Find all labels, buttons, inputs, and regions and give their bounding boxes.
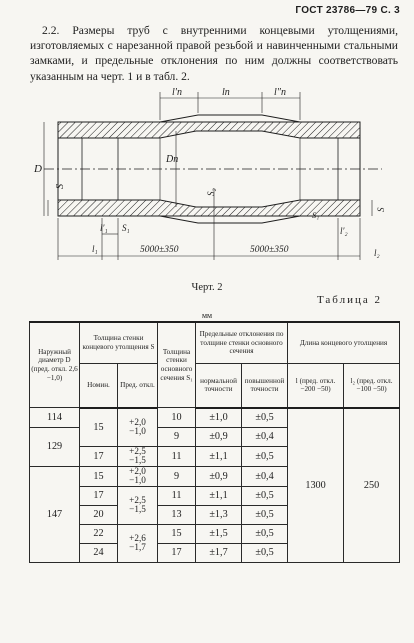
th-tolerance: Пред. откл.	[118, 364, 158, 408]
cell-s-nom: 15	[80, 466, 118, 486]
cell-s1: 9	[158, 427, 196, 446]
th-l2: l₂ (пред. откл. −100 −50)	[344, 364, 400, 408]
cell-s-tol: +2,0 −1,0	[118, 408, 158, 447]
cell-s1: 13	[158, 505, 196, 524]
th-nominal: Номин.	[80, 364, 118, 408]
cell-increased: ±0,5	[242, 543, 288, 562]
cell-s-nom: 22	[80, 524, 118, 543]
th-normal: нормальной точности	[196, 364, 242, 408]
cell-normal: ±1,0	[196, 408, 242, 428]
label-S-left: S	[55, 184, 66, 189]
cell-normal: ±1,1	[196, 446, 242, 466]
cell-normal: ±1,3	[196, 505, 242, 524]
figure-caption: Черт. 2	[191, 282, 223, 293]
cell-diameter: 114	[30, 408, 80, 428]
label-l-prime1: l′₁	[100, 223, 108, 233]
table-row	[30, 408, 400, 428]
th-l: l (пред. откл. −200 −50)	[288, 364, 344, 408]
cell-increased: ±0,5	[242, 446, 288, 466]
label-l-n: lп	[222, 87, 230, 98]
label-S-right: S	[376, 207, 386, 212]
dimensions-table	[29, 321, 400, 563]
label-S2: S₂	[206, 188, 216, 196]
th-wall-thickness: Толщина стенки концевого утолщения S	[80, 322, 158, 364]
cell-s-nom: 17	[80, 486, 118, 505]
cell-s1: 17	[158, 543, 196, 562]
cell-end-length-l2: 250	[344, 408, 400, 563]
cell-s-nom: 24	[80, 543, 118, 562]
cell-s-tol: +2,5 −1,5	[118, 446, 158, 466]
th-base-wall: Толщина стенки основного сечения S₁	[158, 322, 196, 408]
top-upset	[160, 115, 300, 122]
cell-normal: ±1,1	[196, 486, 242, 505]
th-increased: повышенной точности	[242, 364, 288, 408]
label-D: D	[34, 163, 42, 175]
cell-s-nom: 15	[80, 408, 118, 447]
table-title: Таблица 2	[316, 294, 382, 306]
header-row-1	[30, 322, 400, 364]
cell-normal: ±0,9	[196, 466, 242, 486]
label-S1-right: S₁	[312, 210, 320, 220]
label-length-left: 5000±350	[140, 245, 179, 255]
label-l1: l₁	[92, 244, 98, 254]
th-limit-deviations: Предельные отклонения по толщине стенки основного сечения	[196, 322, 288, 364]
cell-s1: 11	[158, 446, 196, 466]
cell-diameter: 147	[30, 466, 80, 562]
header-row-2	[30, 364, 400, 408]
cell-normal: ±1,5	[196, 524, 242, 543]
cell-s-tol: +2,6 −1,7	[118, 524, 158, 562]
label-l-prime-n-left: l′п	[172, 87, 182, 98]
cell-s-tol: +2,5 −1,5	[118, 486, 158, 524]
intro-paragraph	[30, 23, 398, 84]
units-label: мм	[201, 311, 213, 320]
cell-increased: ±0,5	[242, 524, 288, 543]
cell-s-tol: +2,0 −1,0	[118, 466, 158, 486]
cell-diameter: 129	[30, 427, 80, 466]
cell-s1: 10	[158, 408, 196, 428]
cell-s1: 11	[158, 486, 196, 505]
bottom-upset	[160, 216, 300, 223]
standard-header: ГОСТ 23786—79 С. 3	[295, 5, 400, 16]
cell-increased: ±0,5	[242, 505, 288, 524]
th-outer-diameter: Наружный диаметр D (пред. откл. 2,6 −1,0)	[30, 322, 80, 408]
intro-text: 2.2. Размеры труб с внутренними концевыми утолщениями, изготовляемых с нарезанной правой резьбой и навинченными стальными замками, и предельные отклонения по ним должны соответствовать указанным на черт. 1 и в табл. 2.	[30, 24, 398, 83]
cell-increased: ±0,5	[242, 408, 288, 428]
label-l-prime-n-right: l″п	[274, 87, 286, 98]
cell-increased: ±0,5	[242, 486, 288, 505]
cell-increased: ±0,4	[242, 427, 288, 446]
label-l2: l₂	[374, 248, 380, 258]
cell-increased: ±0,4	[242, 466, 288, 486]
label-l-prime2: l′₂	[340, 226, 348, 236]
cell-normal: ±0,9	[196, 427, 242, 446]
label-S1-left: S₁	[122, 223, 130, 233]
cell-s1: 15	[158, 524, 196, 543]
label-length-right: 5000±350	[250, 245, 289, 255]
top-wall	[58, 122, 360, 138]
th-end-length: Длина концевого утолщения	[288, 322, 400, 364]
cell-s-nom: 20	[80, 505, 118, 524]
label-Dn: Dп	[166, 154, 179, 165]
cell-normal: ±1,7	[196, 543, 242, 562]
cell-s-nom: 17	[80, 446, 118, 466]
cell-s1: 9	[158, 466, 196, 486]
pipe-drawing	[0, 84, 414, 280]
cell-end-length-l: 1300	[288, 408, 344, 563]
